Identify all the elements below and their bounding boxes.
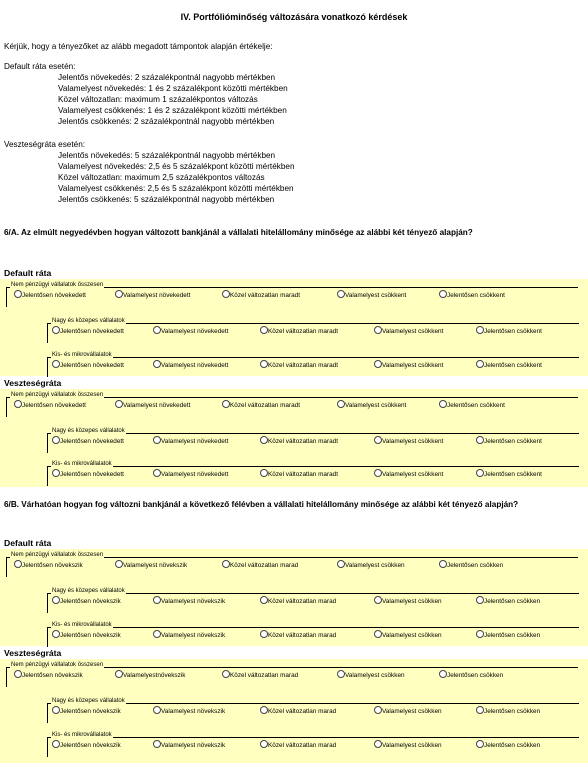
radio-option[interactable] xyxy=(52,469,124,479)
radio-option-label: Közel változatlan marad xyxy=(268,742,337,749)
radio-circle-icon[interactable] xyxy=(153,740,161,748)
radio-option[interactable] xyxy=(52,360,124,370)
section-title: Default ráta xyxy=(4,538,52,548)
radio-option[interactable] xyxy=(260,360,338,370)
radio-option-label: Valamelyest növekedett xyxy=(161,438,229,445)
radio-option-label: Valamelyest csökkent xyxy=(382,471,444,478)
radio-group-label: Nagy és közepes vállalatok xyxy=(52,698,125,704)
radio-option[interactable] xyxy=(153,706,225,716)
radio-option[interactable] xyxy=(14,670,83,680)
radio-circle-icon[interactable] xyxy=(476,436,484,444)
radio-option-label: Valamelyest csökken xyxy=(382,708,442,715)
radio-option[interactable] xyxy=(337,290,406,300)
radio-circle-icon[interactable] xyxy=(222,560,230,568)
radio-circle-icon[interactable] xyxy=(222,670,230,678)
radio-option[interactable] xyxy=(115,290,190,300)
page-title: IV. Portfólióminőség változására vonatkozó kérdések xyxy=(180,12,408,22)
radio-option[interactable] xyxy=(374,360,443,370)
radio-circle-icon[interactable] xyxy=(222,290,230,298)
radio-option-label: Valamelyestnövekszik xyxy=(123,672,186,679)
radio-circle-icon[interactable] xyxy=(115,670,123,678)
radio-circle-icon[interactable] xyxy=(374,630,382,638)
question-6b-title: 6/B. Várhatóan hogyan fog változni bankjánál a következő félévben a vállalati hitelállomány minősége az alábbi két tényező alapján? xyxy=(4,500,519,509)
radio-circle-icon[interactable] xyxy=(153,469,161,477)
radio-option-label: Jelentősen csökken xyxy=(484,708,541,715)
radio-circle-icon[interactable] xyxy=(153,630,161,638)
radio-option[interactable] xyxy=(439,670,503,680)
section-title: Veszteségráta xyxy=(4,648,62,658)
radio-option[interactable] xyxy=(374,469,443,479)
radio-circle-icon[interactable] xyxy=(115,560,123,568)
radio-circle-icon[interactable] xyxy=(439,560,447,568)
radio-option-label: Valamelyest növekszik xyxy=(161,632,226,639)
radio-option-label: Jelentősen csökken xyxy=(484,598,541,605)
radio-option-label: Jelentősen növekedett xyxy=(22,292,86,299)
radio-group-label: Nem pénzügyi vállalatok összesen xyxy=(11,662,104,668)
radio-option[interactable] xyxy=(374,436,443,446)
radio-circle-icon[interactable] xyxy=(153,706,161,714)
radio-option-label: Valamelyest csökkent xyxy=(345,402,407,409)
radio-option-label: Jelentősen csökkent xyxy=(484,471,542,478)
radio-option[interactable] xyxy=(260,740,336,750)
radio-option-label: Valamelyest csökken xyxy=(382,742,442,749)
default-scale-item: Valamelyest csökkenés: 1 és 2 százalékpont közötti mértékben xyxy=(58,106,287,115)
radio-option-label: Valamelyest csökkent xyxy=(382,328,444,335)
radio-circle-icon[interactable] xyxy=(14,290,22,298)
radio-option[interactable] xyxy=(222,560,298,570)
question-6a-title: 6/A. Az elmúlt negyedévben hogyan változott bankjánál a vállalati hitelállomány minősége az alábbi két tényező alapján? xyxy=(4,228,473,237)
radio-circle-icon[interactable] xyxy=(52,596,60,604)
section-title: Default ráta xyxy=(4,268,52,278)
radio-option[interactable] xyxy=(439,290,505,300)
radio-option-label: Valamelyest csökken xyxy=(382,632,442,639)
radio-circle-icon[interactable] xyxy=(374,596,382,604)
radio-option[interactable] xyxy=(260,326,338,336)
radio-group-label: Nem pénzügyi vállalatok összesen xyxy=(11,282,104,288)
radio-circle-icon[interactable] xyxy=(374,740,382,748)
radio-circle-icon[interactable] xyxy=(476,469,484,477)
radio-option[interactable] xyxy=(52,326,124,336)
radio-option-label: Jelentősen csökkent xyxy=(447,402,505,409)
section-title: Veszteségráta xyxy=(4,378,62,388)
radio-circle-icon[interactable] xyxy=(153,436,161,444)
radio-option[interactable] xyxy=(153,740,225,750)
radio-option-label: Jelentősen csökkent xyxy=(484,438,542,445)
radio-option-label: Jelentősen növekszik xyxy=(60,598,121,605)
radio-option[interactable] xyxy=(14,400,86,410)
radio-option-label: Jelentősen növekszik xyxy=(60,742,121,749)
radio-option[interactable] xyxy=(222,400,300,410)
radio-circle-icon[interactable] xyxy=(439,290,447,298)
radio-group-label: Nem pénzügyi vállalatok összesen xyxy=(11,392,104,398)
radio-circle-icon[interactable] xyxy=(14,560,22,568)
radio-circle-icon[interactable] xyxy=(260,469,268,477)
radio-option-label: Jelentősen növekedett xyxy=(60,362,124,369)
radio-circle-icon[interactable] xyxy=(374,436,382,444)
radio-circle-icon[interactable] xyxy=(260,360,268,368)
radio-option[interactable] xyxy=(476,326,542,336)
radio-option[interactable] xyxy=(476,360,542,370)
radio-circle-icon[interactable] xyxy=(337,400,345,408)
radio-circle-icon[interactable] xyxy=(153,326,161,334)
radio-circle-icon[interactable] xyxy=(374,469,382,477)
radio-circle-icon[interactable] xyxy=(52,630,60,638)
radio-option-label: Közel változatlan maradt xyxy=(268,362,338,369)
radio-circle-icon[interactable] xyxy=(260,436,268,444)
radio-option-label: Valamelyest csökken xyxy=(382,598,442,605)
default-scale-label: Default ráta esetén: xyxy=(4,62,76,71)
radio-option[interactable] xyxy=(222,670,298,680)
radio-option-label: Valamelyest csökkent xyxy=(382,362,444,369)
radio-circle-icon[interactable] xyxy=(52,326,60,334)
default-scale-item: Valamelyest növekedés: 1 és 2 százalékpont közötti mértékben xyxy=(58,84,288,93)
radio-circle-icon[interactable] xyxy=(476,596,484,604)
radio-option-label: Közel változatlan maradt xyxy=(268,471,338,478)
default-scale-item: Jelentős növekedés: 2 százalékpontnál nagyobb mértékben xyxy=(58,73,276,82)
radio-group-label: Kis- és mikrovállalatok xyxy=(52,461,112,467)
radio-option[interactable] xyxy=(439,560,503,570)
radio-option-label: Valamelyest csökken xyxy=(345,562,405,569)
radio-circle-icon[interactable] xyxy=(153,360,161,368)
radio-option-label: Jelentősen növekedett xyxy=(60,471,124,478)
radio-circle-icon[interactable] xyxy=(439,400,447,408)
radio-option-label: Jelentősen növekszik xyxy=(22,562,83,569)
radio-option[interactable] xyxy=(337,400,406,410)
radio-option[interactable] xyxy=(260,596,336,606)
radio-group-label: Nagy és közepes vállalatok xyxy=(52,428,125,434)
radio-option[interactable] xyxy=(14,290,86,300)
radio-option-label: Valamelyest növekedett xyxy=(161,471,229,478)
radio-option[interactable] xyxy=(374,596,442,606)
radio-circle-icon[interactable] xyxy=(337,290,345,298)
radio-option[interactable] xyxy=(153,436,228,446)
radio-option[interactable] xyxy=(337,560,405,570)
radio-option[interactable] xyxy=(260,630,336,640)
radio-circle-icon[interactable] xyxy=(476,326,484,334)
radio-option-label: Közel változatlan maradt xyxy=(230,402,300,409)
radio-circle-icon[interactable] xyxy=(52,436,60,444)
radio-option[interactable] xyxy=(476,436,542,446)
radio-circle-icon[interactable] xyxy=(337,670,345,678)
default-scale-item: Közel változatlan: maximum 1 százalékpontos változás xyxy=(58,95,258,104)
radio-group-label: Kis- és mikrovállalatok xyxy=(52,622,112,628)
loss-scale-item: Valamelyest csökkenés: 2,5 és 5 százalékpont közötti mértékben xyxy=(58,184,294,193)
radio-option-label: Közel változatlan marad xyxy=(268,708,337,715)
radio-option-label: Jelentősen csökken xyxy=(447,672,504,679)
radio-option[interactable] xyxy=(476,596,540,606)
radio-option[interactable] xyxy=(476,706,540,716)
radio-option[interactable] xyxy=(52,436,124,446)
radio-option[interactable] xyxy=(52,596,121,606)
radio-circle-icon[interactable] xyxy=(374,360,382,368)
radio-option-label: Valamelyest növekszik xyxy=(161,598,226,605)
radio-option[interactable] xyxy=(260,436,338,446)
radio-option[interactable] xyxy=(115,400,190,410)
radio-option[interactable] xyxy=(52,740,121,750)
radio-circle-icon[interactable] xyxy=(260,740,268,748)
radio-option[interactable] xyxy=(52,706,121,716)
radio-option-label: Jelentősen növekszik xyxy=(60,708,121,715)
radio-option[interactable] xyxy=(153,596,225,606)
radio-option[interactable] xyxy=(153,326,228,336)
radio-group-label: Kis- és mikrovállalatok xyxy=(52,732,112,738)
radio-option-label: Közel változatlan maradt xyxy=(268,328,338,335)
radio-option[interactable] xyxy=(153,630,225,640)
loss-scale-label: Veszteségráta esetén: xyxy=(4,140,86,149)
intro-text: Kérjük, hogy a tényezőket az alább megadott támpontok alapján értékelje: xyxy=(4,42,273,51)
radio-option-label: Közel változatlan marad xyxy=(268,598,337,605)
radio-option[interactable] xyxy=(476,630,540,640)
radio-option-label: Valamelyest növekedett xyxy=(123,292,191,299)
radio-circle-icon[interactable] xyxy=(52,706,60,714)
radio-circle-icon[interactable] xyxy=(260,630,268,638)
radio-option[interactable] xyxy=(115,670,185,680)
radio-circle-icon[interactable] xyxy=(476,360,484,368)
radio-option[interactable] xyxy=(52,630,121,640)
radio-option-label: Jelentősen csökkent xyxy=(484,362,542,369)
radio-option[interactable] xyxy=(476,740,540,750)
radio-circle-icon[interactable] xyxy=(52,360,60,368)
radio-option[interactable] xyxy=(374,630,442,640)
radio-option-label: Valamelyest növekszik xyxy=(161,742,226,749)
radio-option-label: Jelentősen csökkent xyxy=(484,328,542,335)
radio-option-label: Közel változatlan marad xyxy=(230,672,299,679)
radio-circle-icon[interactable] xyxy=(260,596,268,604)
default-scale-item: Jelentős csökkenés: 2 százalékpontnál nagyobb mértékben xyxy=(58,117,275,126)
radio-option-label: Valamelyest csökkent xyxy=(382,438,444,445)
radio-option[interactable] xyxy=(476,469,542,479)
radio-circle-icon[interactable] xyxy=(115,290,123,298)
radio-option[interactable] xyxy=(153,469,228,479)
radio-option-label: Jelentősen növekszik xyxy=(60,632,121,639)
radio-option[interactable] xyxy=(222,290,300,300)
loss-scale-item: Jelentős csökkenés: 5 százalékpontnál nagyobb mértékben xyxy=(58,195,275,204)
radio-option-label: Valamelyest növekszik xyxy=(161,708,226,715)
radio-circle-icon[interactable] xyxy=(374,326,382,334)
radio-option[interactable] xyxy=(14,560,83,570)
radio-option-label: Közel változatlan marad xyxy=(268,632,337,639)
radio-option-label: Közel változatlan maradt xyxy=(230,292,300,299)
radio-option-label: Valamelyest csökken xyxy=(345,672,405,679)
radio-circle-icon[interactable] xyxy=(337,560,345,568)
radio-group-label: Nagy és közepes vállalatok xyxy=(52,588,125,594)
radio-option-label: Jelentősen növekszik xyxy=(22,672,83,679)
radio-option-label: Valamelyest növekedett xyxy=(161,328,229,335)
radio-circle-icon[interactable] xyxy=(260,326,268,334)
radio-option-label: Jelentősen csökkent xyxy=(447,292,505,299)
radio-option-label: Valamelyest növekedett xyxy=(161,362,229,369)
radio-option-label: Közel változatlan marad xyxy=(230,562,299,569)
radio-group-label: Nem pénzügyi vállalatok összesen xyxy=(11,552,104,558)
radio-option-label: Jelentősen csökken xyxy=(484,632,541,639)
radio-option-label: Valamelyest csökkent xyxy=(345,292,407,299)
radio-option[interactable] xyxy=(337,670,405,680)
loss-scale-item: Közel változatlan: maximum 2,5 százalékpontos változás xyxy=(58,173,265,182)
radio-circle-icon[interactable] xyxy=(476,706,484,714)
radio-option[interactable] xyxy=(374,706,442,716)
radio-option-label: Jelentősen csökken xyxy=(447,562,504,569)
radio-option[interactable] xyxy=(374,326,443,336)
radio-option[interactable] xyxy=(260,469,338,479)
radio-circle-icon[interactable] xyxy=(222,400,230,408)
radio-circle-icon[interactable] xyxy=(153,596,161,604)
radio-circle-icon[interactable] xyxy=(439,670,447,678)
radio-option-label: Valamelyest növekedett xyxy=(123,402,191,409)
radio-option[interactable] xyxy=(260,706,336,716)
radio-option-label: Jelentősen növekedett xyxy=(60,328,124,335)
radio-option-label: Valamelyest növekszik xyxy=(123,562,188,569)
radio-circle-icon[interactable] xyxy=(52,469,60,477)
radio-circle-icon[interactable] xyxy=(14,670,22,678)
radio-option[interactable] xyxy=(439,400,505,410)
loss-scale-item: Valamelyest növekedés: 2,5 és 5 százalékpont közötti mértékben xyxy=(58,162,295,171)
radio-option-label: Jelentősen növekedett xyxy=(22,402,86,409)
radio-circle-icon[interactable] xyxy=(476,630,484,638)
loss-scale-item: Jelentős növekedés: 5 százalékpontnál nagyobb mértékben xyxy=(58,151,276,160)
radio-option[interactable] xyxy=(153,360,228,370)
radio-option[interactable] xyxy=(115,560,187,570)
radio-option-label: Jelentősen csökken xyxy=(484,742,541,749)
radio-group-label: Kis- és mikrovállalatok xyxy=(52,352,112,358)
radio-circle-icon[interactable] xyxy=(52,740,60,748)
radio-option[interactable] xyxy=(374,740,442,750)
radio-circle-icon[interactable] xyxy=(115,400,123,408)
radio-circle-icon[interactable] xyxy=(14,400,22,408)
radio-option-label: Közel változatlan maradt xyxy=(268,438,338,445)
radio-circle-icon[interactable] xyxy=(374,706,382,714)
radio-group-label: Nagy és közepes vállalatok xyxy=(52,318,125,324)
radio-option-label: Jelentősen növekedett xyxy=(60,438,124,445)
radio-circle-icon[interactable] xyxy=(476,740,484,748)
radio-circle-icon[interactable] xyxy=(260,706,268,714)
